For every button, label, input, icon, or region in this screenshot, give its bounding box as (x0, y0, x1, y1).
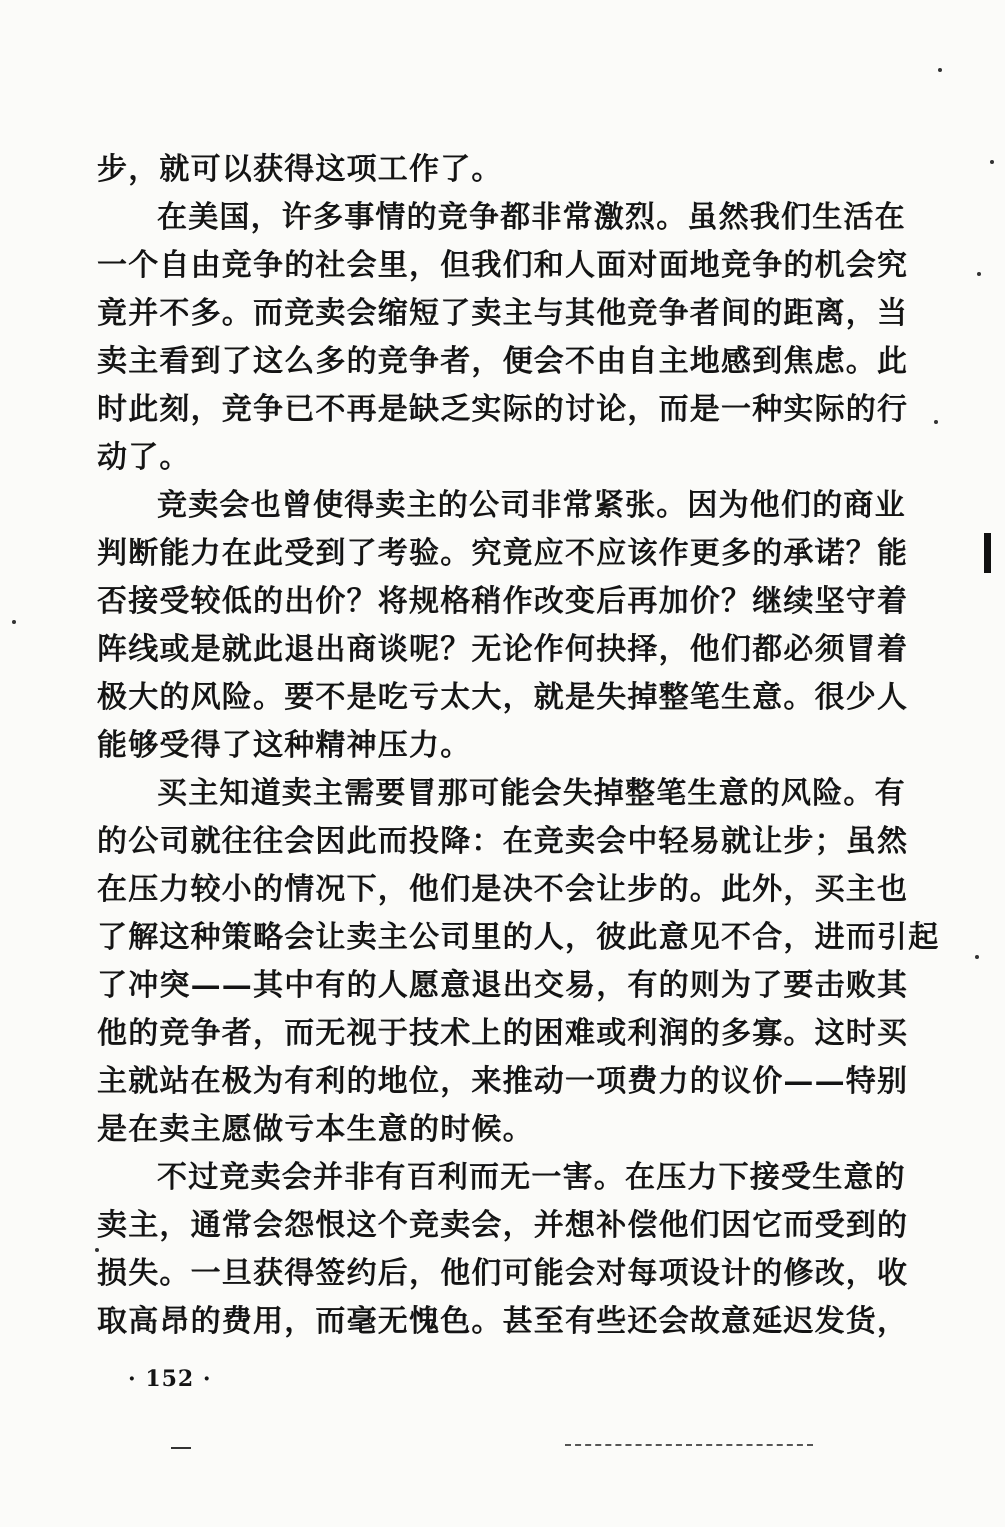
text-line: 判断能力在此受到了考验。究竟应不应该作更多的承诺？能 (97, 536, 909, 571)
text-line: 是在卖主愿做亏本生意的时候。 (97, 1112, 534, 1147)
text-line: 买主知道卖主需要冒那可能会失掉整笔生意的风险。有 (157, 776, 906, 811)
scan-speck (938, 68, 942, 72)
text-line: 卖主看到了这么多的竞争者，便会不由自主地感到焦虑。此 (97, 344, 909, 379)
text-line: 损失。一旦获得签约后，他们可能会对每项设计的修改，收 (97, 1256, 909, 1291)
text-line: 阵线或是就此退出商谈呢？无论作何抉择，他们都必须冒着 (97, 632, 909, 667)
text-line: 他的竞争者，而无视于技术上的困难或利润的多寡。这时买 (97, 1016, 909, 1051)
scan-mark (171, 1447, 191, 1449)
text-line: 了解这种策略会让卖主公司里的人，彼此意见不合，进而引起 (97, 920, 940, 955)
text-line: 一个自由竞争的社会里，但我们和人面对面地竞争的机会究 (97, 248, 909, 283)
text-line: 步，就可以获得这项工作了。 (97, 152, 503, 187)
scan-speck (95, 1248, 99, 1252)
scan-speck (12, 620, 16, 624)
scan-speck (990, 160, 994, 164)
page-number: · 152 · (128, 1366, 212, 1392)
text-line: 时此刻，竞争已不再是缺乏实际的讨论，而是一种实际的行 (97, 392, 909, 427)
text-line: 在美国，许多事情的竞争都非常激烈。虽然我们生活在 (157, 200, 906, 235)
scan-edge-mark (984, 533, 991, 573)
text-line: 竞卖会也曾使得卖主的公司非常紧张。因为他们的商业 (157, 488, 906, 523)
scan-speck (975, 955, 979, 959)
text-line: 的公司就往往会因此而投降：在竞卖会中轻易就让步；虽然 (97, 824, 909, 859)
text-line: 能够受得了这种精神压力。 (97, 728, 472, 763)
text-line: 动了。 (97, 440, 191, 475)
text-line: 卖主，通常会怨恨这个竞卖会，并想补偿他们因它而受到的 (97, 1208, 909, 1243)
scan-speck (977, 272, 981, 276)
bottom-rule (565, 1444, 813, 1446)
text-line: 了冲突——其中有的人愿意退出交易，有的则为了要击败其 (97, 968, 909, 1003)
text-line: 极大的风险。要不是吃亏太大，就是失掉整笔生意。很少人 (97, 680, 909, 715)
text-line: 否接受较低的出价？将规格稍作改变后再加价？继续坚守着 (97, 584, 909, 619)
text-line: 在压力较小的情况下，他们是决不会让步的。此外，买主也 (97, 872, 909, 907)
text-line: 竟并不多。而竞卖会缩短了卖主与其他竞争者间的距离，当 (97, 296, 909, 331)
body-text (97, 146, 940, 1346)
text-line: 取高昂的费用，而毫无愧色。甚至有些还会故意延迟发货， (97, 1304, 909, 1339)
text-line: 不过竞卖会并非有百利而无一害。在压力下接受生意的 (157, 1160, 906, 1195)
text-line: 主就站在极为有利的地位，来推动一项费力的议价——特别 (97, 1064, 909, 1099)
scan-speck (934, 420, 938, 424)
